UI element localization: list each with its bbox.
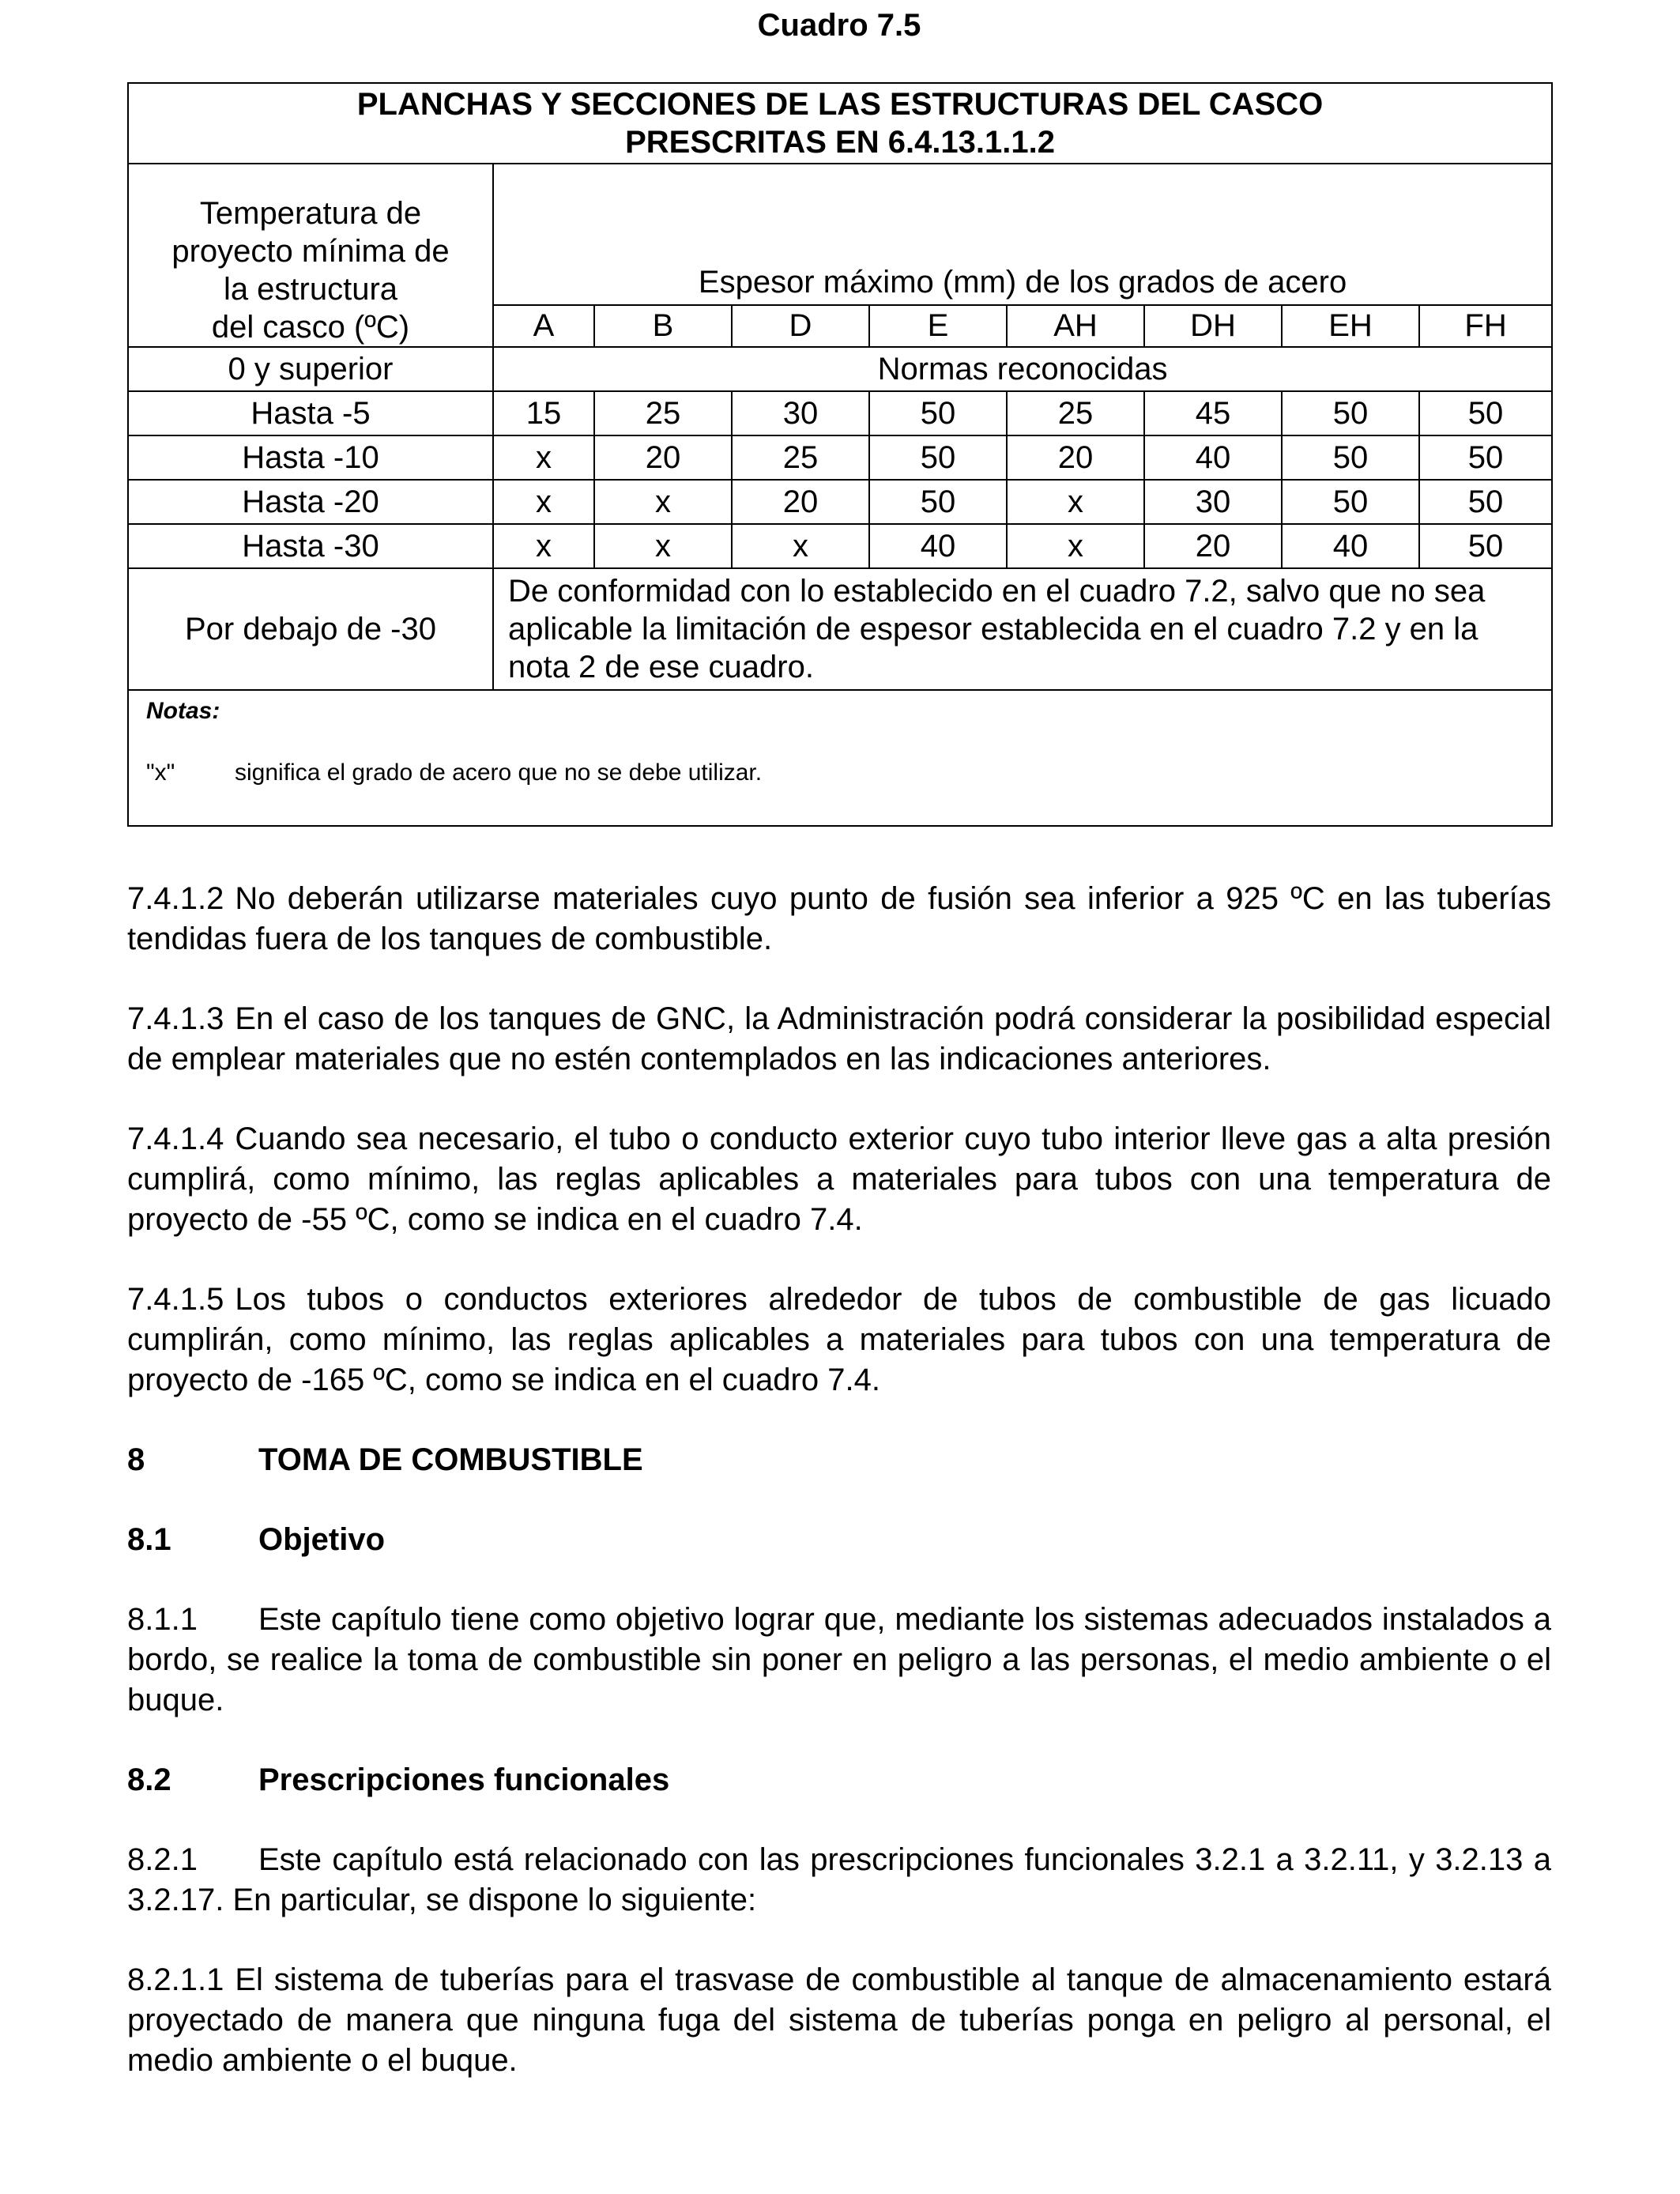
table-cell: 40: [1144, 435, 1282, 480]
paragraph-7-4-1-5: [127, 1280, 1551, 1400]
paragraph-text: No deberán utilizarse materiales cuyo punto de fusión sea inferior a 925 ºC en las tuberías tendidas fuera de los tanques de combustible.: [127, 881, 1551, 956]
table-cell: 40: [869, 524, 1007, 568]
heading-text: TOMA DE COMBUSTIBLE: [258, 1442, 643, 1477]
table-cell: 50: [1419, 435, 1552, 480]
table-cell: 40: [1282, 524, 1419, 568]
paragraph-7-4-1-2: [127, 879, 1551, 959]
table-cell: x: [594, 480, 732, 524]
section-heading-8-1: [127, 1520, 1551, 1560]
table-cell: 45: [1144, 391, 1282, 435]
table-notes: [128, 690, 1552, 826]
table-row: [128, 524, 1552, 568]
paragraph-text: En el caso de los tanques de GNC, la Administración podrá considerar la posibilidad especial de emplear materiales que no estén contemplados en las indicaciones anteriores.: [127, 1001, 1551, 1076]
table-cell: Normas reconocidas: [493, 347, 1552, 391]
grade-header: DH: [1144, 305, 1282, 347]
table-cell: x: [493, 435, 594, 480]
paragraph-8-2-1: [127, 1840, 1551, 1921]
table-cell: 50: [1282, 480, 1419, 524]
section-heading-8-2: [127, 1760, 1551, 1800]
temperature-header: Temperatura de proyecto mínima de la estructura del casco (ºC): [128, 164, 493, 347]
paragraph-number: 7.4.1.2: [127, 881, 224, 916]
row-label: Hasta -5: [128, 391, 493, 435]
table-cell: 20: [1007, 435, 1144, 480]
table-cell: 30: [732, 391, 869, 435]
table-cell: x: [732, 524, 869, 568]
row-label: Hasta -20: [128, 480, 493, 524]
table-cell: 15: [493, 391, 594, 435]
table-cell: 50: [1419, 524, 1552, 568]
heading-number: 8.2: [127, 1762, 171, 1797]
grade-header: AH: [1007, 305, 1144, 347]
note-mark: "x": [146, 760, 175, 786]
table-cell: De conformidad con lo establecido en el cuadro 7.2, salvo que no sea aplicable la limitación de espesor establecida en el cuadro 7.2 y en la nota 2 de ese cuadro.: [493, 568, 1552, 690]
paragraph-8-1-1: [127, 1600, 1551, 1721]
table-row: [128, 568, 1552, 690]
table-cell: 30: [1144, 480, 1282, 524]
paragraph-8-2-1-1: [127, 1960, 1551, 2081]
table-cell: 50: [869, 435, 1007, 480]
paragraph-text: El sistema de tuberías para el trasvase de combustible al tanque de almacenamiento estará proyectado de manera que ninguna fuga del sistema de tuberías ponga en peligro al personal, el medio ambiente o el buque.: [127, 1962, 1551, 2078]
thickness-header: Espesor máximo (mm) de los grados de acero: [493, 164, 1552, 305]
heading-number: 8: [127, 1442, 145, 1477]
grade-header: A: [493, 305, 594, 347]
note-text: significa el grado de acero que no se debe utilizar.: [235, 760, 763, 786]
steel-grades-table: [127, 82, 1553, 827]
table-cell: x: [594, 524, 732, 568]
paragraph-7-4-1-3: [127, 999, 1551, 1080]
table-caption: Cuadro 7.5: [757, 8, 921, 43]
grade-header: EH: [1282, 305, 1419, 347]
table-row: [128, 480, 1552, 524]
paragraph-text: Este capítulo está relacionado con las prescripciones funcionales 3.2.1 a 3.2.11, y 3.2.13 a 3.2.17. En particular, se dispone lo siguiente:: [127, 1842, 1551, 1917]
row-label: Hasta -30: [128, 524, 493, 568]
table-row: [128, 435, 1552, 480]
heading-text: Prescripciones funcionales: [258, 1762, 670, 1797]
table-cell: x: [1007, 524, 1144, 568]
table-cell: 25: [594, 391, 732, 435]
row-label: Hasta -10: [128, 435, 493, 480]
heading-number: 8.1: [127, 1522, 171, 1557]
table-cell: 20: [594, 435, 732, 480]
table-cell: x: [1007, 480, 1144, 524]
grade-header: D: [732, 305, 869, 347]
paragraph-number: 7.4.1.4: [127, 1122, 224, 1156]
grade-header: B: [594, 305, 732, 347]
paragraph-text: Los tubos o conductos exteriores alrededor de tubos de combustible de gas licuado cumplirán, como mínimo, las reglas aplicables a materiales para tubos con una temperatura de proyecto de -165 ºC, como se indica en el cuadro 7.4.: [127, 1282, 1551, 1397]
table-cell: 20: [1144, 524, 1282, 568]
paragraph-7-4-1-4: [127, 1119, 1551, 1240]
paragraph-text: Cuando sea necesario, el tubo o conducto exterior cuyo tubo interior lleve gas a alta presión cumplirá, como mínimo, las reglas aplicables a materiales para tubos con una temperatura de proyecto de -55 ºC, como se indica en el cuadro 7.4.: [127, 1122, 1551, 1237]
table-cell: 50: [1282, 391, 1419, 435]
notes-title: Notas:: [146, 698, 220, 724]
paragraph-number: 8.2.1: [127, 1842, 198, 1877]
table-cell: 50: [869, 480, 1007, 524]
table-cell: 25: [1007, 391, 1144, 435]
table-title: [128, 83, 1552, 164]
paragraph-number: 7.4.1.3: [127, 1001, 224, 1036]
grade-header: FH: [1419, 305, 1552, 347]
table-cell: 50: [1419, 480, 1552, 524]
table-row: [128, 347, 1552, 391]
row-label: 0 y superior: [128, 347, 493, 391]
body-text: [127, 879, 1551, 2120]
table-cell: x: [493, 524, 594, 568]
section-heading-8: [127, 1440, 1551, 1480]
row-label: Por debajo de -30: [128, 568, 493, 690]
table-title-line1: PLANCHAS Y SECCIONES DE LAS ESTRUCTURAS DEL CASCO: [356, 87, 1324, 122]
table-cell: 50: [1419, 391, 1552, 435]
table-title-line2: PRESCRITAS EN 6.4.13.1.1.2: [625, 125, 1056, 160]
heading-text: Objetivo: [258, 1522, 386, 1557]
paragraph-number: 8.1.1: [127, 1602, 198, 1637]
paragraph-number: 8.2.1.1: [127, 1962, 224, 1997]
table-cell: 50: [869, 391, 1007, 435]
table-cell: x: [493, 480, 594, 524]
grade-header: E: [869, 305, 1007, 347]
paragraph-text: Este capítulo tiene como objetivo lograr que, mediante los sistemas adecuados instalados a bordo, se realice la toma de combustible sin poner en peligro a las personas, el medio ambiente o el buque.: [127, 1602, 1551, 1717]
table-row: [128, 391, 1552, 435]
table-cell: 20: [732, 480, 869, 524]
paragraph-number: 7.4.1.5: [127, 1282, 224, 1317]
table-cell: 50: [1282, 435, 1419, 480]
table-cell: 25: [732, 435, 869, 480]
note-item: [129, 759, 1551, 787]
